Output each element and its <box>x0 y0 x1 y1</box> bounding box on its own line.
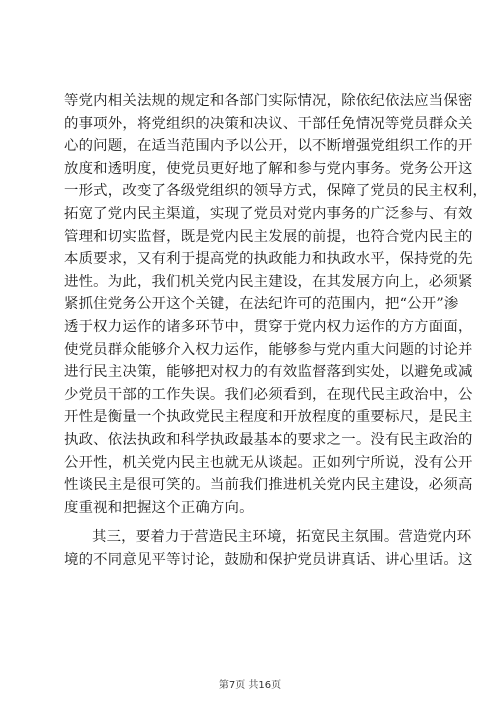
text-line: 公开性，机关党内民主也就无从谈起。正如列宁所说，没有公开 <box>64 454 473 471</box>
paragraph <box>64 526 473 571</box>
page-number: 第7页 共16页 <box>218 680 282 691</box>
text-line: 拓宽了党内民主渠道，实现了党员对党内事务的广泛参与、有效 <box>64 205 473 222</box>
document-body <box>64 90 488 571</box>
paragraph <box>64 90 488 519</box>
text-line: 性谈民主是很可笑的。当前我们推进机关党内民主建设，必须高 <box>64 477 473 494</box>
text-line: 本质要求，又有利于提高党的执政能力和执政水平，保持党的先 <box>64 251 473 268</box>
text-line: 度重视和把握这个正确方向。 <box>64 499 254 516</box>
text-line: 心的问题，在适当范围内予以公开，以不断增强党组织工作的开 <box>64 138 473 155</box>
text-line: 放度和透明度，使党员更好地了解和参与党内事务。党务公开这 <box>64 160 473 177</box>
page-footer <box>0 676 500 691</box>
text-line: 一形式，改变了各级党组织的领导方式，保障了党员的民主权利， <box>64 183 488 200</box>
text-line: 少党员干部的工作失误。我们必须看到，在现代民主政治中，公 <box>64 386 473 403</box>
text-line: 境的不同意见平等讨论，鼓励和保护党员讲真话、讲心里话。这 <box>64 551 473 568</box>
text-line: 开性是衡量一个执政党民主程度和开放程度的重要标尺，是民主 <box>64 409 473 426</box>
text-line: 等党内相关法规的规定和各部门实际情况，除依纪依法应当保密 <box>64 93 473 109</box>
text-line: 的事项外，将党组织的决策和决议、干部任免情况等党员群众关 <box>64 115 473 132</box>
text-line: 执政、依法执政和科学执政最基本的要求之一。没有民主政治的 <box>64 431 473 448</box>
text-line: 其三，要着力于营造民主环境，拓宽民主氛围。营造党内环 <box>92 529 472 546</box>
text-line: 进性。为此，我们机关党内民主建设，在其发展方向上，必须紧 <box>64 273 473 290</box>
text-line: 进行民主决策，能够把对权力的有效监督落到实处，以避免或减 <box>64 364 473 381</box>
text-line: 紧抓住党务公开这个关键，在法纪许可的范围内，把“公开”渗 <box>64 296 459 313</box>
text-line: 透于权力运作的诸多环节中，贯穿于党内权力运作的方方面面， <box>64 318 473 335</box>
text-line: 使党员群众能够介入权力运作，能够参与党内重大问题的讨论并 <box>64 341 473 358</box>
text-line: 管理和切实监督，既是党内民主发展的前提，也符合党内民主的 <box>64 228 473 245</box>
